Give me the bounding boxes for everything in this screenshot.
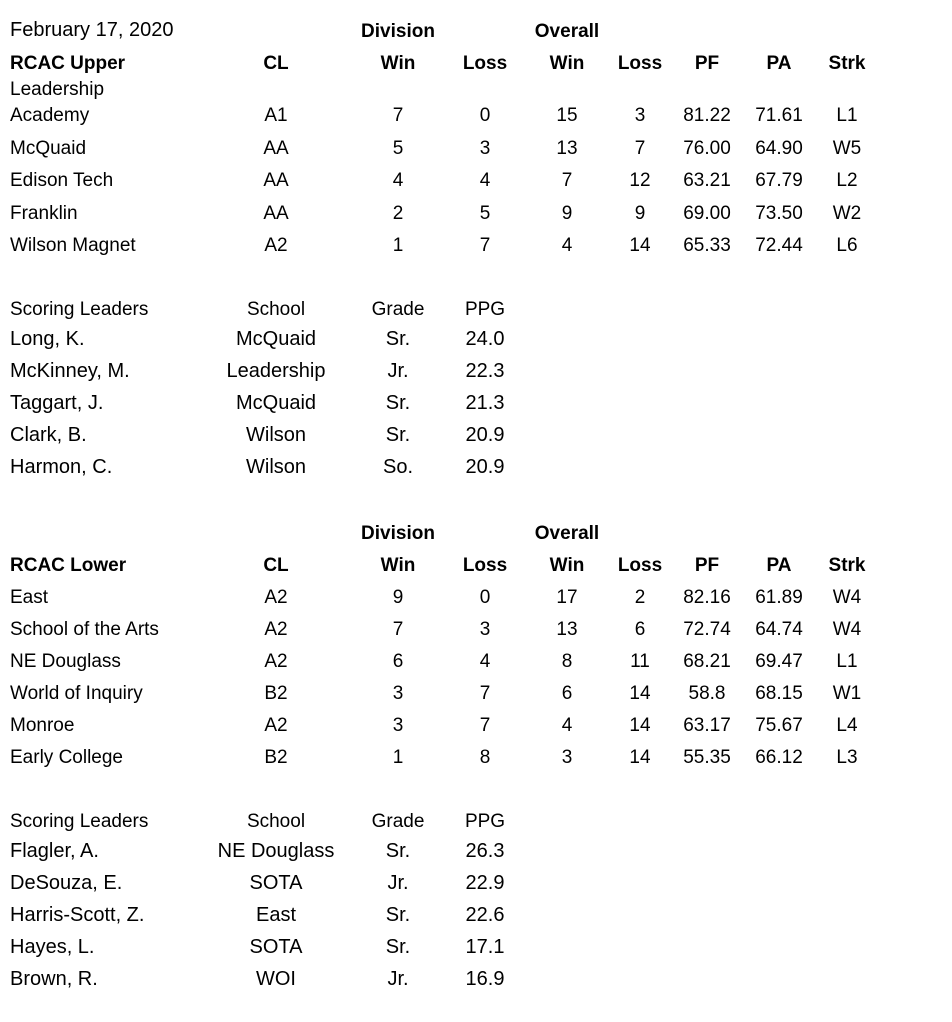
lower-row-div-win: 1: [392, 747, 404, 768]
lower-row-pa: 64.74: [755, 619, 803, 640]
lower-row-pa: 75.67: [755, 715, 803, 736]
upper-row-pf: 63.21: [683, 170, 731, 191]
upper_leaders-row-player: Harmon, C.: [10, 456, 113, 478]
lower_leaders-row-ppg: 26.3: [465, 840, 505, 862]
upper_leaders-row-school: Leadership: [226, 360, 326, 382]
lower_leaders-header-school: School: [246, 811, 306, 832]
lower-row-strk: W4: [832, 619, 862, 640]
lower_leaders-row-player: Brown, R.: [10, 968, 98, 990]
upper-row-strk: L1: [836, 105, 858, 126]
lower-header-div-win: Win: [380, 555, 416, 576]
upper-row-pa: 64.90: [755, 137, 803, 159]
lower_leaders-row-school: NE Douglass: [217, 840, 335, 862]
upper-row-pf: 81.22: [683, 105, 731, 126]
lower_leaders-header-grade: Grade: [371, 811, 425, 832]
lower_leaders-row-player: DeSouza, E.: [10, 872, 123, 894]
lower-row-strk: L4: [836, 715, 858, 736]
upper-row-pf: 76.00: [683, 137, 731, 159]
lower-row-pf: 72.74: [683, 619, 731, 640]
upper_leaders-row-ppg: 21.3: [465, 392, 505, 414]
upper-row-div-loss: 4: [479, 170, 491, 191]
upper-row-ov-win: 13: [556, 137, 578, 159]
upper_leaders-row-player: Clark, B.: [10, 424, 87, 446]
lower-row-name: School of the Arts: [10, 619, 159, 640]
lower-row-pf: 55.35: [683, 747, 731, 768]
upper-row-ov-loss: 3: [634, 105, 646, 126]
lower_leaders-row-grade: Sr.: [385, 904, 411, 926]
upper-row-cl: A2: [264, 235, 288, 256]
lower-row-ov-loss: 2: [634, 587, 646, 608]
upper-row-div-loss: 3: [479, 137, 491, 159]
upper_leaders-row-grade: Sr.: [385, 328, 411, 350]
lower-row-ov-loss: 14: [629, 715, 651, 736]
upper-row-ov-loss: 9: [634, 202, 646, 224]
lower-row-div-win: 6: [392, 651, 404, 672]
upper-header-name: RCAC Upper: [10, 53, 126, 74]
lower_leaders-row-ppg: 22.6: [465, 904, 505, 926]
lower-row-pf: 63.17: [683, 715, 731, 736]
upper-row-strk: L6: [836, 235, 858, 256]
lower-row-name: East: [10, 587, 49, 608]
upper_leaders-row-player: McKinney, M.: [10, 360, 130, 382]
upper-header-cl: CL: [263, 53, 289, 74]
upper-header-ov-win: Win: [549, 53, 585, 74]
lower-row-ov-win: 13: [556, 619, 578, 640]
upper_leaders-row-grade: Jr.: [387, 360, 409, 382]
lower_leaders-row-grade: Jr.: [387, 872, 409, 894]
upper-row-pf: 69.00: [683, 202, 731, 224]
upper-row-pa: 67.79: [755, 170, 803, 191]
upper-row-ov-loss: 12: [629, 170, 651, 191]
lower-row-pa: 68.15: [755, 683, 803, 704]
lower-row-strk: L1: [836, 651, 858, 672]
upper-row-div-loss: 7: [479, 235, 491, 256]
lower-row-pa: 61.89: [755, 587, 803, 608]
lower-row-strk: W4: [832, 587, 862, 608]
upper-row-strk: W2: [832, 202, 862, 224]
upper-row-div-win: 4: [392, 170, 404, 191]
upper-header-div-loss: Loss: [462, 53, 508, 74]
lower-group-division: Division: [361, 523, 435, 544]
lower_leaders-row-grade: Jr.: [387, 968, 409, 990]
upper-name-prefix: Leadership: [10, 79, 105, 100]
upper-row-name: Wilson Magnet: [10, 235, 136, 256]
upper_leaders-row-ppg: 20.9: [465, 456, 505, 478]
lower-row-name: Early College: [10, 747, 123, 768]
lower-row-ov-loss: 11: [630, 651, 650, 672]
upper-header-pf: PF: [694, 53, 720, 74]
lower-row-cl: A2: [264, 715, 288, 736]
lower_leaders-row-ppg: 17.1: [465, 936, 505, 958]
lower-row-cl: B2: [264, 683, 288, 704]
lower_leaders-row-ppg: 16.9: [465, 968, 505, 990]
lower-row-cl: B2: [264, 747, 288, 768]
upper-header-strk: Strk: [828, 53, 866, 74]
lower-row-name: World of Inquiry: [10, 683, 143, 704]
lower-row-ov-loss: 6: [634, 619, 646, 640]
lower-row-div-win: 3: [392, 683, 404, 704]
upper_leaders-row-school: Wilson: [245, 456, 307, 478]
lower-row-strk: L3: [836, 747, 858, 768]
upper-row-ov-loss: 7: [634, 137, 646, 159]
lower-row-cl: A2: [264, 619, 288, 640]
upper-row-div-win: 5: [392, 137, 404, 159]
upper_leaders-row-grade: Sr.: [385, 424, 411, 446]
lower-header-strk: Strk: [828, 555, 866, 576]
upper_leaders-row-player: Taggart, J.: [10, 392, 104, 414]
lower-row-ov-loss: 14: [629, 683, 651, 704]
upper_leaders-row-ppg: 20.9: [465, 424, 505, 446]
lower-row-div-loss: 4: [479, 651, 491, 672]
lower-header-div-loss: Loss: [462, 555, 508, 576]
lower_leaders-row-ppg: 22.9: [465, 872, 505, 894]
upper-row-name: Franklin: [10, 202, 78, 224]
lower-row-pa: 66.12: [755, 747, 803, 768]
lower-row-div-loss: 0: [479, 587, 491, 608]
upper-row-div-win: 1: [392, 235, 404, 256]
upper-row-pa: 71.61: [755, 105, 803, 126]
lower_leaders-row-player: Hayes, L.: [10, 936, 95, 958]
lower-row-cl: A2: [264, 587, 288, 608]
lower_leaders-row-school: SOTA: [249, 936, 303, 958]
lower_leaders-row-grade: Sr.: [385, 840, 411, 862]
upper_leaders-row-school: McQuaid: [235, 392, 317, 414]
lower-row-ov-win: 17: [556, 587, 578, 608]
lower-row-ov-win: 8: [561, 651, 573, 672]
lower-row-pf: 68.21: [683, 651, 731, 672]
lower_leaders-header-player: Scoring Leaders: [10, 811, 149, 832]
upper-row-name: Academy: [10, 105, 90, 126]
upper-row-strk: W5: [832, 137, 862, 159]
upper-group-overall: Overall: [534, 21, 600, 42]
lower-row-div-loss: 8: [479, 747, 491, 768]
upper-row-ov-win: 4: [561, 235, 573, 256]
upper-row-name: McQuaid: [10, 137, 87, 159]
upper_leaders-header-player: Scoring Leaders: [10, 299, 149, 320]
upper-row-div-win: 2: [392, 202, 404, 224]
lower_leaders-row-school: SOTA: [249, 872, 303, 894]
upper-row-div-loss: 5: [479, 202, 491, 224]
upper-row-cl: AA: [263, 170, 289, 191]
lower-row-div-win: 7: [392, 619, 404, 640]
lower-row-div-loss: 3: [479, 619, 491, 640]
upper-row-ov-win: 7: [561, 170, 573, 191]
lower-group-overall: Overall: [534, 523, 600, 544]
upper-row-cl: AA: [263, 202, 289, 224]
upper_leaders-header-ppg: PPG: [464, 299, 506, 320]
upper-row-ov-win: 15: [556, 105, 578, 126]
upper-row-cl: AA: [263, 137, 289, 159]
upper_leaders-header-school: School: [246, 299, 306, 320]
upper_leaders-row-grade: Sr.: [385, 392, 411, 414]
upper_leaders-row-school: McQuaid: [235, 328, 317, 350]
upper-row-name: Edison Tech: [10, 170, 114, 191]
upper-row-pf: 65.33: [683, 235, 731, 256]
lower-row-div-win: 3: [392, 715, 404, 736]
lower-row-pf: 82.16: [683, 587, 731, 608]
lower-row-strk: W1: [832, 683, 862, 704]
lower_leaders-row-player: Harris-Scott, Z.: [10, 904, 145, 926]
lower-row-name: Monroe: [10, 715, 75, 736]
lower-row-ov-win: 4: [561, 715, 573, 736]
lower-header-ov-win: Win: [549, 555, 585, 576]
lower_leaders-row-school: East: [255, 904, 297, 926]
upper-row-pa: 73.50: [755, 202, 803, 224]
lower_leaders-header-ppg: PPG: [464, 811, 506, 832]
upper-row-ov-win: 9: [561, 202, 573, 224]
upper-row-div-win: 7: [392, 105, 404, 126]
upper-header-pa: PA: [766, 53, 792, 74]
lower-row-div-loss: 7: [479, 683, 491, 704]
lower-row-div-loss: 7: [479, 715, 491, 736]
lower-header-ov-loss: Loss: [617, 555, 663, 576]
lower-header-name: RCAC Lower: [10, 555, 127, 576]
upper-header-ov-loss: Loss: [617, 53, 663, 74]
upper-row-cl: A1: [264, 105, 288, 126]
upper_leaders-row-player: Long, K.: [10, 328, 85, 350]
lower-row-name: NE Douglass: [10, 651, 121, 672]
lower-header-pa: PA: [766, 555, 792, 576]
upper-row-div-loss: 0: [479, 105, 491, 126]
lower-row-ov-win: 3: [561, 747, 573, 768]
lower_leaders-row-school: WOI: [256, 968, 296, 990]
lower-row-cl: A2: [264, 651, 288, 672]
report-date: February 17, 2020: [10, 19, 174, 41]
lower-row-pf: 58.8: [688, 683, 726, 704]
upper-row-pa: 72.44: [755, 235, 803, 256]
lower_leaders-row-player: Flagler, A.: [10, 840, 99, 862]
upper-group-division: Division: [361, 21, 435, 42]
upper-header-div-win: Win: [380, 53, 416, 74]
lower-header-cl: CL: [263, 555, 289, 576]
upper-row-strk: L2: [836, 170, 858, 191]
lower-row-ov-win: 6: [561, 683, 573, 704]
lower_leaders-row-grade: Sr.: [385, 936, 411, 958]
upper_leaders-header-grade: Grade: [371, 299, 425, 320]
upper-row-ov-loss: 14: [629, 235, 651, 256]
lower-row-ov-loss: 14: [629, 747, 651, 768]
lower-header-pf: PF: [694, 555, 720, 576]
upper_leaders-row-school: Wilson: [245, 424, 307, 446]
upper_leaders-row-grade: So.: [382, 456, 414, 478]
lower-row-div-win: 9: [392, 587, 404, 608]
upper_leaders-row-ppg: 22.3: [465, 360, 505, 382]
lower-row-pa: 69.47: [755, 651, 803, 672]
upper_leaders-row-ppg: 24.0: [465, 328, 505, 350]
